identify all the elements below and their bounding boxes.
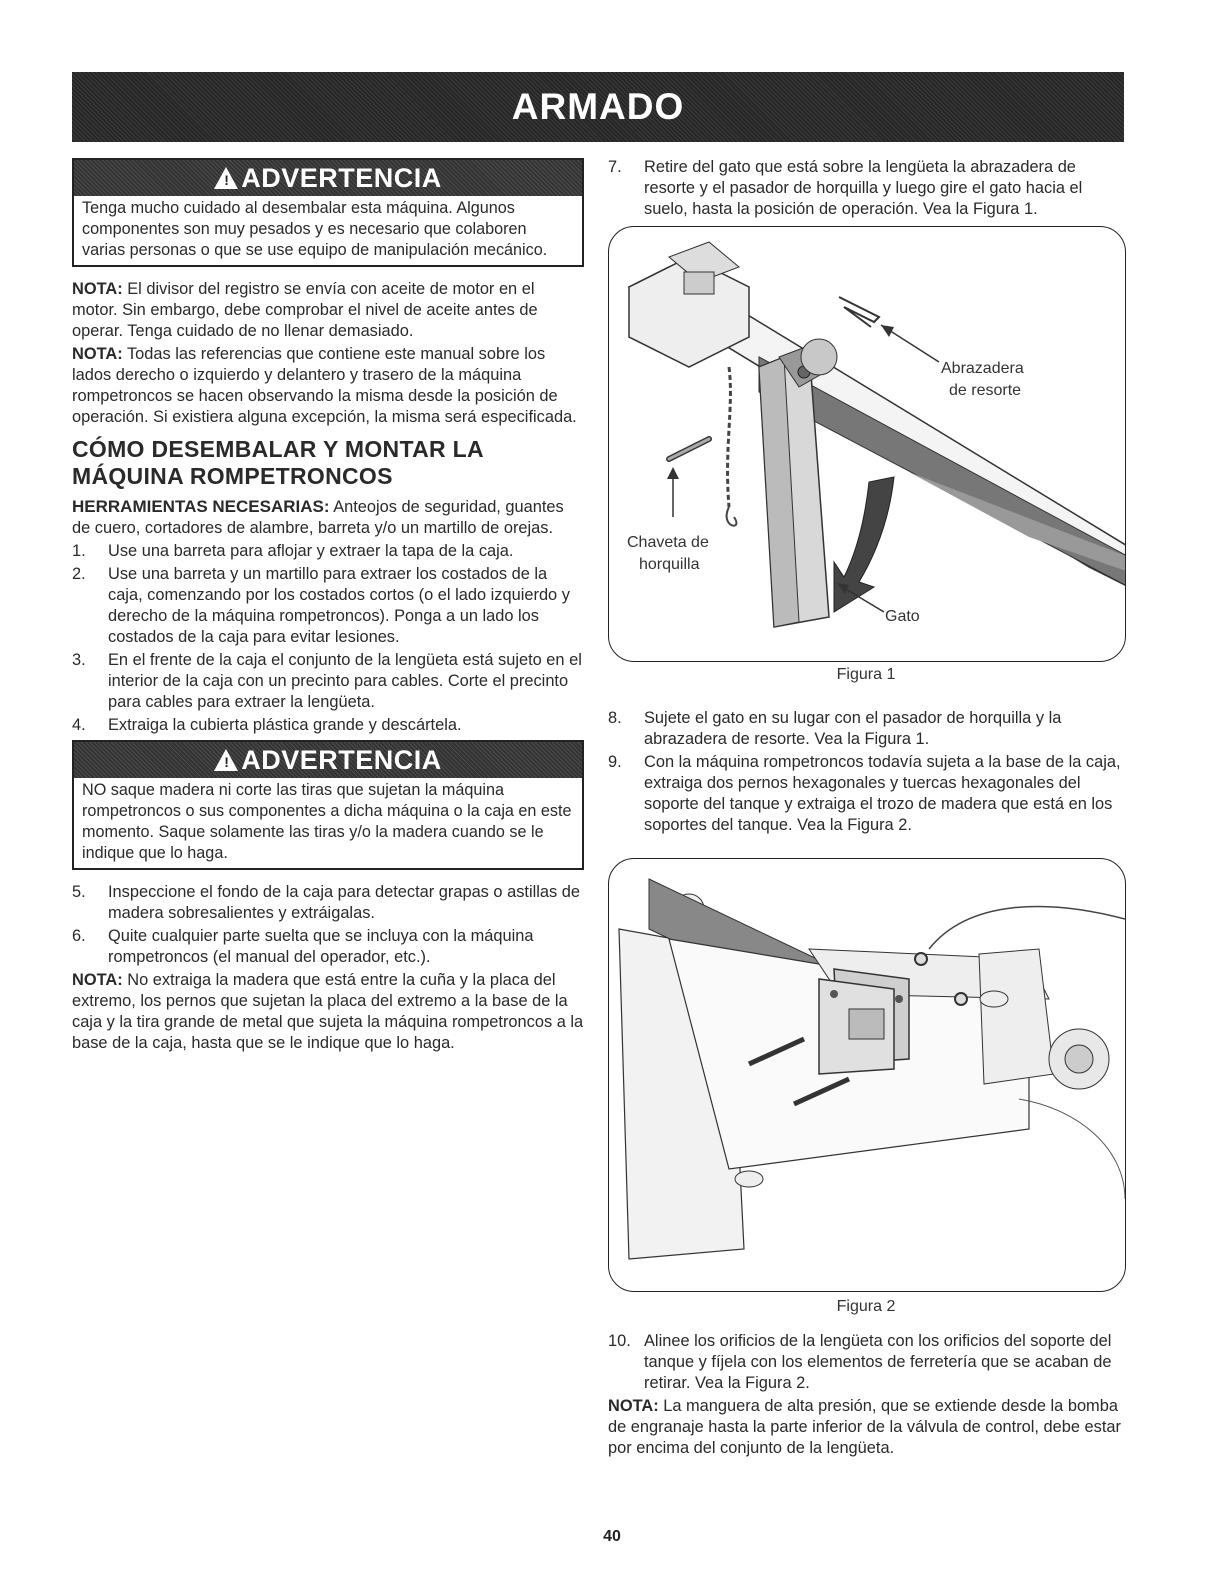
page-number: 40 [603, 1528, 621, 1545]
list-item [608, 1331, 1124, 1394]
list-item [608, 752, 1124, 836]
warning-text: NO saque madera ni corte las tiras que sujetan la máquina rompetroncos o sus componentes a dicha máquina o la caja en este momento. Saque solamente las tiras y/o la madera cuando se le indique que lo haga. [82, 781, 572, 862]
step-text: Extraiga la cubierta plástica grande y descártela. [108, 716, 462, 734]
step-text: Use una barreta y un martillo para extraer los costados de la caja, comenzando por los costados cortos (o el lado izquierdo y derecho de la máquina rompetroncos). Ponga a un lado los costados de la caja para evitar lesiones. [108, 565, 570, 646]
steps-list [608, 157, 1124, 220]
step-number: 4. [72, 716, 86, 734]
banner-title: ARMADO [511, 86, 685, 127]
note-text: Todas las referencias que contiene este manual sobre los lados derecho o izquierdo y delantero y trasero de la máquina rompetroncos se hacen observando la misma desde la posición de operación. Si existiera alguna excepción, la misma será especificada. [72, 345, 577, 426]
label-hitch-pin: Chaveta de [627, 534, 709, 551]
left-column [72, 158, 584, 1056]
tools-text: Anteojos de seguridad, guantes de cuero, cortadores de alambre, barreta y/o un martillo de orejas. [72, 498, 564, 537]
note-paragraph [608, 1396, 1124, 1459]
warning-box [72, 740, 584, 870]
list-item [608, 708, 1124, 750]
step-number: 9. [608, 753, 622, 771]
figure-1-illustration [609, 227, 1125, 661]
right-column-bottom [608, 1331, 1124, 1461]
warning-title: ADVERTENCIA [241, 163, 442, 193]
steps-list [608, 1331, 1124, 1394]
warning-box [72, 158, 584, 267]
section-banner [72, 72, 1124, 142]
section-heading: CÓMO DESEMBALAR Y MONTAR LA MÁQUINA ROMPETRONCOS [72, 436, 484, 489]
note-label: NOTA: [72, 971, 123, 989]
step-text: Quite cualquier parte suelta que se incluya con la máquina rompetroncos (el manual del operador, etc.). [108, 927, 534, 966]
warning-triangle-icon: ! [214, 167, 238, 189]
note-paragraph [72, 279, 584, 342]
note-paragraph [72, 344, 584, 428]
step-text: Inspeccione el fondo de la caja para detectar grapas o astillas de madera sobresalientes y extráigalas. [108, 883, 580, 922]
figure-1 [608, 226, 1126, 662]
figure-2-caption: Figura 2 [836, 1298, 896, 1315]
tools-paragraph [72, 496, 584, 539]
step-number: 1. [72, 542, 86, 560]
step-number: 3. [72, 651, 86, 669]
step-number: 7. [608, 158, 622, 176]
steps-list [72, 882, 584, 968]
figure-2-illustration [609, 859, 1125, 1291]
right-column-middle [608, 708, 1124, 838]
list-item [72, 650, 584, 713]
list-item [72, 882, 584, 924]
step-text: Con la máquina rompetroncos todavía sujeta a la base de la caja, extraiga dos pernos hexagonales y tuercas hexagonales del soporte del tanque y extraiga el trozo de madera que está en los soportes del tanque. Vea la Figura 2. [644, 753, 1121, 834]
warning-header [74, 160, 582, 196]
list-item [72, 564, 584, 648]
label-hitch-pin: horquilla [639, 556, 700, 573]
step-text: Retire del gato que está sobre la lengüeta la abrazadera de resorte y el pasador de horquilla y luego gire el gato hacia el suelo, hasta la posición de operación. Vea la Figura 1. [644, 158, 1083, 218]
step-number: 10. [608, 1332, 631, 1350]
list-item [72, 541, 584, 562]
step-text: Alinee los orificios de la lengüeta con los orificios del soporte del tanque y fíjela con los elementos de ferretería que se acaban de retirar. Vea la Figura 2. [644, 1332, 1112, 1392]
figure-2 [608, 858, 1126, 1292]
label-spring-clip: Abrazadera [941, 360, 1024, 377]
note-paragraph [72, 970, 584, 1054]
tools-label: HERRAMIENTAS NECESARIAS: [72, 497, 330, 516]
note-text: No extraiga la madera que está entre la cuña y la placa del extremo, los pernos que sujetan la placa del extremo a la base de la caja y la tira grande de metal que sujeta la máquina rompetroncos a la base de la caja, hasta que se le indique que lo haga. [72, 971, 584, 1052]
warning-title: ADVERTENCIA [241, 745, 442, 775]
label-spring-clip: de resorte [949, 382, 1022, 399]
step-text: En el frente de la caja el conjunto de la lengüeta está sujeto en el interior de la caja con un precinto para cables. Corte el precinto para cables para extraer la lengüeta. [108, 651, 582, 711]
note-label: NOTA: [72, 345, 123, 363]
figure-1-caption: Figura 1 [836, 666, 896, 683]
list-item [72, 926, 584, 968]
step-number: 2. [72, 565, 86, 583]
note-label: NOTA: [72, 280, 123, 298]
step-number: 6. [72, 927, 86, 945]
warning-triangle-icon: ! [214, 749, 238, 771]
step-number: 8. [608, 709, 622, 727]
note-label: NOTA: [608, 1397, 659, 1415]
label-jack: Gato [885, 608, 920, 625]
warning-text: Tenga mucho cuidado al desembalar esta máquina. Algunos componentes son muy pesados y es necesario que colaboren varias personas o que se use equipo de manipulación mecánico. [82, 199, 548, 259]
step-text: Sujete el gato en su lugar con el pasador de horquilla y la abrazadera de resorte. Vea la Figura 1. [644, 709, 1062, 748]
step-text: Use una barreta para aflojar y extraer la tapa de la caja. [108, 542, 514, 560]
steps-list [72, 541, 584, 736]
note-text: El divisor del registro se envía con aceite de motor en el motor. Sin embargo, debe comprobar el nivel de aceite antes de operar. Tenga cuidado de no llenar demasiado. [72, 280, 538, 340]
right-column-top [608, 157, 1124, 222]
warning-header [74, 742, 582, 778]
steps-list [608, 708, 1124, 836]
list-item [72, 715, 584, 736]
note-text: La manguera de alta presión, que se extiende desde la bomba de engranaje hasta la parte inferior de la válvula de control, debe estar por encima del conjunto de la lengüeta. [608, 1397, 1121, 1457]
step-number: 5. [72, 883, 86, 901]
list-item [608, 157, 1124, 220]
